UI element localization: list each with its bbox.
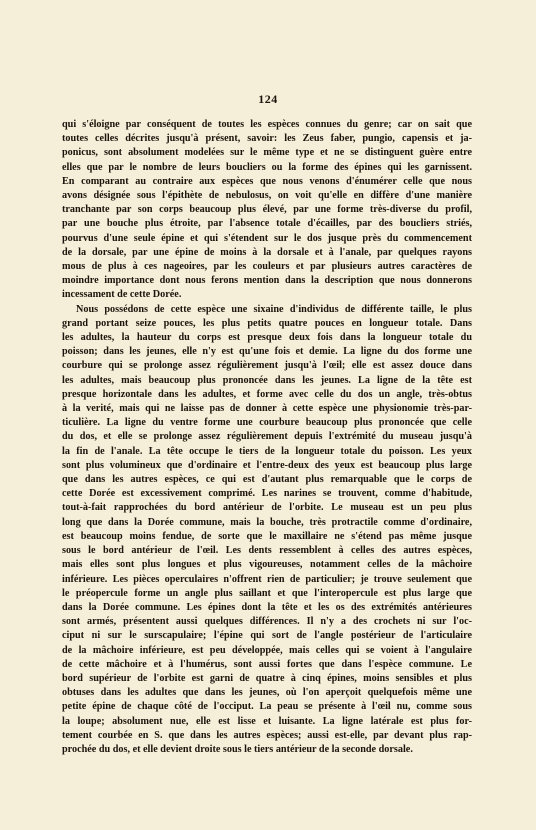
text-line: dans la Dorée commune. Les épines dont la tête et les os des extrémités antérieures bbox=[62, 601, 472, 613]
text-line: de cette mâchoire et à l'humérus, sont aussi fortes que dans l'espèce commune. Le bbox=[62, 658, 472, 670]
text-line: la loupe; absolument nue, elle est lisse et luisante. La ligne latérale est plus for- bbox=[62, 715, 472, 727]
text-line: moindre importance dont nous ferons mention dans la description que nous donnerons bbox=[62, 275, 472, 287]
text-line: sous le bord antérieur de l'œil. Les dents ressemblent à celles des autres espèces, bbox=[62, 545, 472, 557]
text-line: courbure qui se prolonge assez régulièrement jusqu'à l'œil; elle est assez douce dans bbox=[62, 360, 472, 372]
text-line: elles que par le nombre de leurs boucliers ou la forme des épines qui les garnissent. bbox=[62, 161, 472, 173]
text-line: qui s'éloigne par conséquent de toutes les espèces connues du genre; car on sait que bbox=[62, 119, 472, 130]
text-line: ciput ni sur le surscapulaire; l'épine qui sort de l'angle postérieur de l'articulaire bbox=[62, 630, 472, 642]
text-line: ticulière. La ligne du ventre forme une courbure beaucoup plus prononcée que celle bbox=[62, 417, 472, 429]
text-line: ponicus, sont absolument modelées sur le même type et ne se distinguent guère entre bbox=[62, 147, 472, 159]
text-line: Nous possédons de cette espèce une sixaine d'individus de différente taille, le plus bbox=[76, 303, 472, 315]
text-line: En comparant au contraire aux espèces que nous venons d'énumérer celle que nous bbox=[62, 175, 472, 187]
text-line: mous de plus à ces nageoires, par les couleurs et par plusieurs autres caractères de bbox=[62, 261, 472, 273]
text-line: grand portant seize pouces, les plus petits quatre pouces en longueur totale. Dans bbox=[62, 317, 472, 329]
text-line: le préopercule forme un angle plus saillant et que l'interopercule est plus large que bbox=[62, 587, 472, 599]
text-line: toutes celles décrites jusqu'à présent, savoir: les Zeus faber, pungio, capensis et ja- bbox=[62, 133, 472, 145]
text-line: incessament de cette Dorée. bbox=[62, 289, 182, 301]
text-line: prochée du dos, et elle devient droite sous le tiers antérieur de la seconde dorsale. bbox=[62, 743, 413, 755]
text-line: les adultes, la hauteur du corps est presque deux fois dans la longueur totale du bbox=[62, 332, 472, 344]
page-number: 124 bbox=[258, 92, 278, 106]
text-line: est beaucoup moins fendue, de sorte que le maxillaire ne s'étend pas même jusque bbox=[62, 530, 472, 542]
text-line: inférieure. Les pièces operculaires n'offrent rien de particulier; je trouve seulement que bbox=[62, 573, 472, 585]
text-line: la fin de l'anale. La tête occupe le tiers de la longueur totale du poisson. Les yeux bbox=[62, 445, 472, 457]
text-line: de la mâchoire inférieure, est peu développée, mais celles qui se voient à l'angulaire bbox=[62, 644, 472, 656]
text-line: du dos, et elle se prolonge assez régulièrement depuis l'extrémité du museau jusqu'à bbox=[62, 431, 472, 443]
body-text bbox=[62, 118, 472, 757]
text-line: sont armés, présentent aussi quelques différences. Il n'y a des crochets ni sur l'oc- bbox=[62, 616, 472, 628]
text-line: avons désignée sous l'épithète de nebulosus, on voit qu'elle en diffère d'une manière bbox=[62, 190, 472, 202]
text-line: petite épine de chaque côté de l'occiput. La peau se présente à l'œil nu, comme sous bbox=[62, 701, 472, 713]
paragraph-1 bbox=[62, 118, 472, 303]
text-line: tout-à-fait rapprochées du bord antérieur de l'orbite. Le museau est un peu plus bbox=[62, 502, 472, 514]
text-line: à la verité, mais qui ne laisse pas de donner à cette espèce une physionomie très-par- bbox=[62, 403, 472, 415]
text-line: pourvus d'une seule épine et qui s'étendent sur le dos jusque près du commencement bbox=[62, 232, 472, 244]
text-line: long que dans la Dorée commune, mais la bouche, très protractile comme d'ordinaire, bbox=[62, 516, 472, 528]
text-line: poisson; dans les jeunes, elle n'y est qu'une fois et demie. La ligne du dos forme une bbox=[62, 346, 472, 358]
text-line: mais elles sont plus longues et plus vigoureuses, notamment celles de la mâchoire bbox=[62, 559, 472, 571]
text-line: tement courbée en S. que dans les autres espèces; aussi est-elle, par devant plus rap- bbox=[62, 729, 472, 741]
text-line: par une bouche plus étroite, par l'absence totale d'écailles, par des boucliers striés, bbox=[62, 218, 472, 230]
text-line: cette Dorée est excessivement comprimé. Les narines se trouvent, comme d'habitude, bbox=[62, 488, 472, 500]
text-line: sont plus volumineux que d'ordinaire et l'entre-deux des yeux est beaucoup plus large bbox=[62, 459, 472, 471]
paragraph-2 bbox=[62, 303, 472, 758]
text-line: bord supérieur de l'orbite est garni de quatre à cinq épines, moins sensibles et plus bbox=[62, 672, 472, 684]
text-line: de la dorsale, par une épine de moins à la dorsale et à l'anale, par quelques rayons bbox=[62, 246, 472, 258]
text-line: les adultes, mais beaucoup plus prononcée dans les jeunes. La ligne de la tête est bbox=[62, 374, 472, 386]
text-line: presque horizontale dans les adultes, et forme avec celle du dos un angle, très-obtus bbox=[62, 388, 472, 400]
text-line: tranchante par son corps beaucoup plus élevé, par une forme très-diverse du profil, bbox=[62, 204, 472, 216]
text-line: obtuses dans les adultes que dans les jeunes, où l'on aperçoit quelquefois même une bbox=[62, 687, 472, 699]
text-line: que dans les autres espèces, ce qui est d'autant plus remarquable que le corps de bbox=[62, 474, 472, 486]
